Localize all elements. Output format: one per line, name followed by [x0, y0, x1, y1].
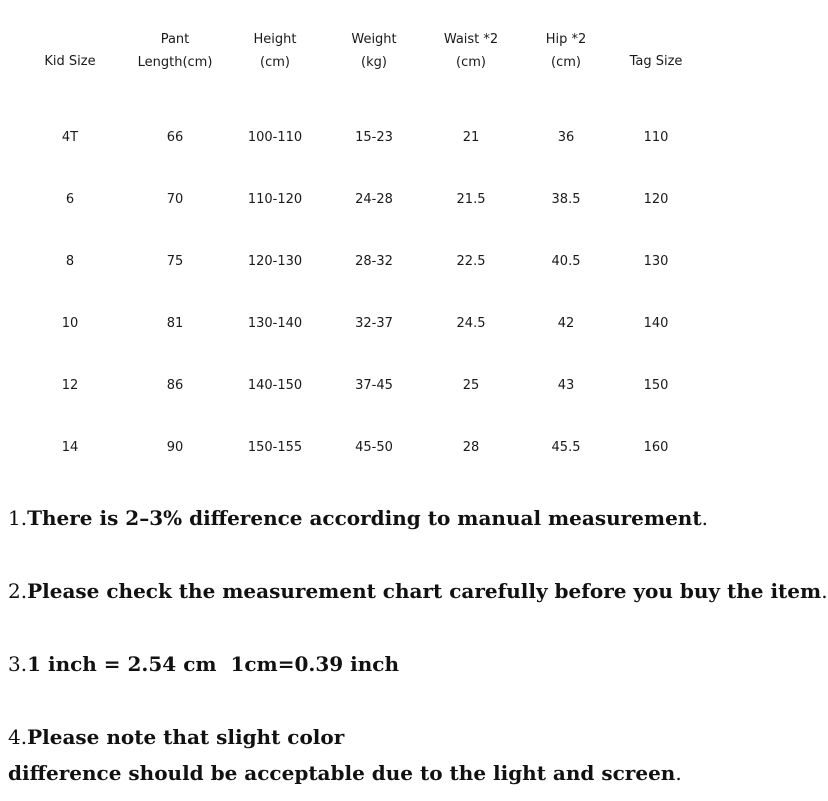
cell-tag-size: 160: [643, 440, 669, 455]
cell-tag-size: 130: [643, 254, 669, 269]
cell-height: 120-130: [247, 254, 303, 269]
table-row: [20, 348, 720, 410]
note-item: [8, 646, 399, 682]
cell-hip: 40.5: [551, 254, 581, 269]
note-text: 1 inch = 2.54 cm 1cm=0.39 inch: [27, 652, 399, 676]
header-height-line2: (cm): [260, 55, 290, 70]
header-hip: [546, 28, 587, 74]
cell-height: 140-150: [247, 378, 303, 393]
note-item: [8, 719, 682, 791]
header-pant-length-line2: Length(cm): [137, 55, 213, 70]
cell-kid-size: 4T: [61, 130, 79, 145]
cell-height: 110-120: [247, 192, 303, 207]
header-kid-size: [44, 50, 95, 73]
note-text: There is 2–3% difference according to manual measurement: [27, 506, 702, 530]
note-text-line2: [8, 755, 682, 791]
cell-tag-size: 120: [643, 192, 669, 207]
cell-pant-length: 66: [166, 130, 184, 145]
cell-weight: 28-32: [355, 254, 393, 269]
note-item: [8, 573, 828, 609]
cell-kid-size: 12: [61, 378, 79, 393]
table-header-row: [20, 28, 720, 100]
table-row: [20, 162, 720, 224]
cell-waist: 21: [462, 130, 480, 145]
note-text: Please note that slight color: [27, 725, 345, 749]
cell-hip: 45.5: [551, 440, 581, 455]
note-number: 1: [8, 506, 21, 530]
cell-tag-size: 140: [643, 316, 669, 331]
note-text-continued: difference should be acceptable due to the light and screen: [8, 761, 676, 785]
cell-pant-length: 81: [166, 316, 184, 331]
cell-tag-size: 150: [643, 378, 669, 393]
cell-waist: 25: [462, 378, 480, 393]
cell-pant-length: 86: [166, 378, 184, 393]
cell-height: 100-110: [247, 130, 303, 145]
cell-height: 150-155: [247, 440, 303, 455]
header-weight-line1: Weight: [351, 32, 397, 47]
table-row: [20, 410, 720, 472]
cell-pant-length: 75: [166, 254, 184, 269]
header-height: [254, 28, 297, 74]
note-dot: .: [20, 506, 28, 530]
note-dot: .: [20, 652, 28, 676]
header-pant-length: [138, 28, 213, 74]
note-number: 3: [8, 652, 21, 676]
cell-tag-size: 110: [643, 130, 669, 145]
header-waist-line1: Waist *2: [443, 32, 499, 47]
cell-pant-length: 70: [166, 192, 184, 207]
table-row: [20, 224, 720, 286]
header-tag-size-label: Tag Size: [629, 54, 683, 69]
cell-kid-size: 14: [61, 440, 79, 455]
note-number: 2: [8, 579, 21, 603]
cell-hip: 42: [557, 316, 575, 331]
cell-kid-size: 10: [61, 316, 79, 331]
cell-weight: 32-37: [355, 316, 393, 331]
cell-weight: 24-28: [355, 192, 393, 207]
note-end-dot: .: [701, 506, 708, 530]
header-height-line1: Height: [253, 32, 297, 47]
header-weight: [351, 28, 396, 74]
header-pant-length-line1: Pant: [160, 32, 190, 47]
cell-hip: 36: [557, 130, 575, 145]
header-kid-size-label: Kid Size: [44, 54, 96, 69]
table-row: [20, 286, 720, 348]
cell-waist: 24.5: [456, 316, 486, 331]
header-waist-line2: (cm): [456, 55, 486, 70]
cell-weight: 45-50: [355, 440, 393, 455]
note-end-dot: .: [675, 761, 682, 785]
cell-weight: 37-45: [355, 378, 393, 393]
header-weight-line2: (kg): [361, 55, 387, 70]
size-chart-table: [20, 28, 720, 472]
cell-hip: 43: [557, 378, 575, 393]
header-waist: [444, 28, 498, 74]
cell-kid-size: 8: [65, 254, 75, 269]
header-hip-line1: Hip *2: [545, 32, 587, 47]
note-item: [8, 500, 708, 536]
cell-waist: 28: [462, 440, 480, 455]
header-hip-line2: (cm): [551, 55, 581, 70]
note-dot: .: [20, 725, 28, 749]
note-dot: .: [20, 579, 28, 603]
note-text: Please check the measurement chart carefully before you buy the item: [27, 579, 822, 603]
cell-weight: 15-23: [355, 130, 393, 145]
cell-waist: 22.5: [456, 254, 486, 269]
table-row: [20, 100, 720, 162]
note-end-dot: .: [821, 579, 828, 603]
cell-kid-size: 6: [65, 192, 75, 207]
cell-waist: 21.5: [456, 192, 486, 207]
note-number: 4: [8, 725, 21, 749]
cell-pant-length: 90: [166, 440, 184, 455]
cell-hip: 38.5: [551, 192, 581, 207]
cell-height: 130-140: [247, 316, 303, 331]
header-tag-size: [630, 50, 683, 73]
